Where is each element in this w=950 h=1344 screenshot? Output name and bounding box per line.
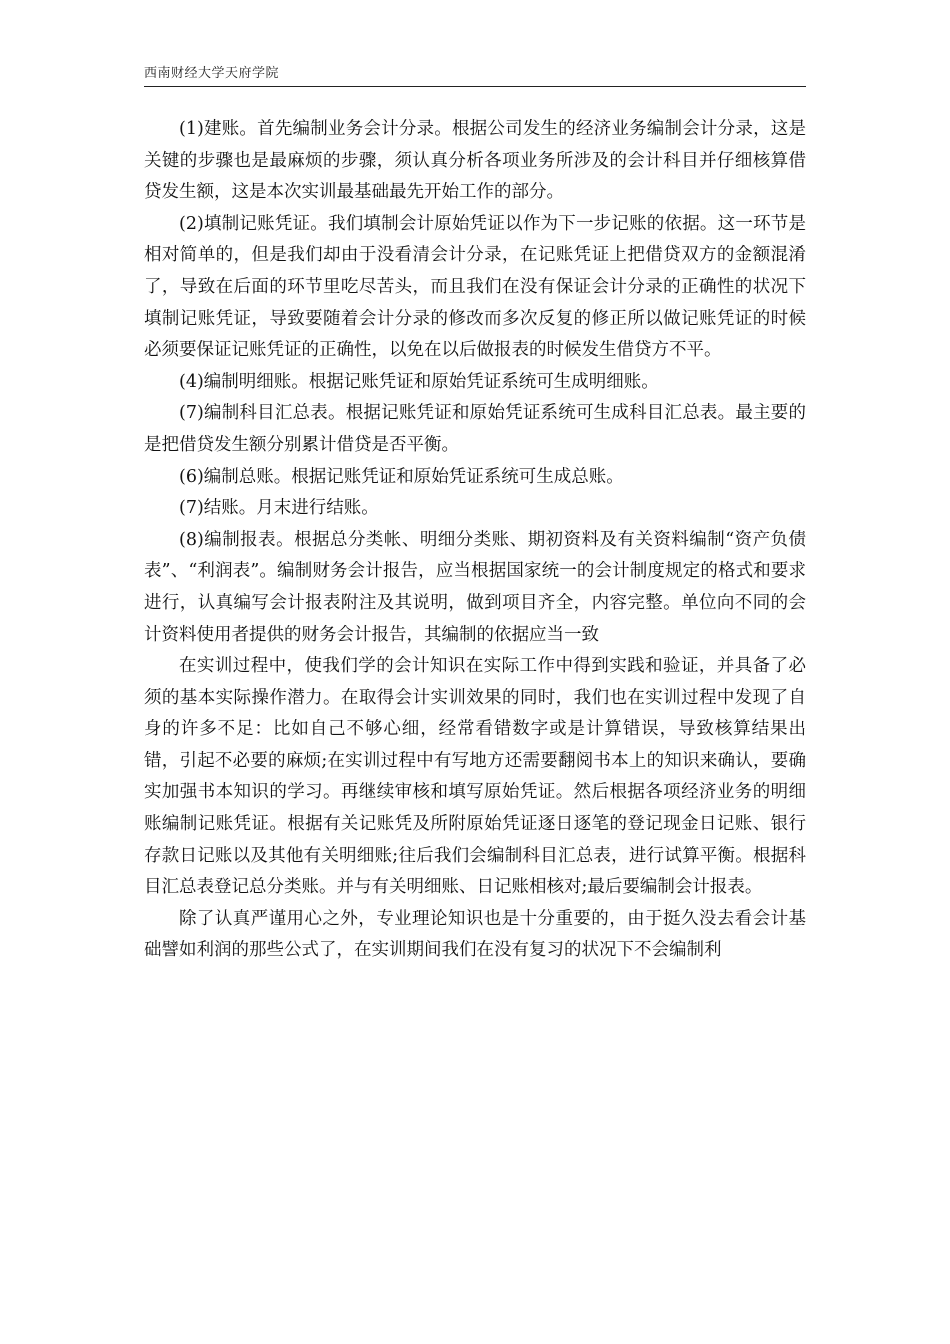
paragraph-step-7-closing: (7)结账。月末进行结账。	[179, 498, 379, 519]
paragraph-step-7-summary-table: (7)编制科目汇总表。根据记账凭证和原始凭证系统可生成科目汇总表。最主要的是把借贷发生额分别累计借贷是否平衡。	[144, 403, 806, 455]
paragraph-theory-knowledge: 除了认真严谨用心之外，专业理论知识也是十分重要的，由于挺久没去看会计基础譬如利润的那些公式了，在实训期间我们在没有复习的状况下不会编制利	[144, 908, 806, 961]
document-body	[144, 114, 806, 967]
paragraph-step-4-detail-ledger: (4)编制明细账。根据记账凭证和原始凭证系统可生成明细账。	[179, 371, 659, 392]
paragraph-step-2-vouchers: (2)填制记账凭证。我们填制会计原始凭证以作为下一步记账的依据。这一环节是相对简单的，但是我们却由于没看清会计分录，在记账凭证上把借贷双方的金额混淆了，导致在后面的环节里吃尽苦头，而且我们在没有保证会计分录的正确性的状况下填制记账凭证，导致要随着会计分录的修改而多次反复的修正所以做记账凭证的时候必须要保证记账凭证的正确性，以免在以后做报表的时候发生借贷方不平。	[144, 213, 806, 361]
paragraph-step-1-setup-accounts: (1)建账。首先编制业务会计分录。根据公司发生的经济业务编制会计分录，这是关键的步骤也是最麻烦的步骤，须认真分析各项业务所涉及的会计科目并仔细核算借贷发生额，这是本次实训最基础最先开始工作的部分。	[144, 119, 806, 203]
paragraph-step-6-general-ledger: (6)编制总账。根据记账凭证和原始凭证系统可生成总账。	[179, 466, 624, 487]
paragraph-step-8-reports: (8)编制报表。根据总分类帐、明细分类账、期初资料及有关资料编制“资产负债表”、“利润表”。编制财务会计报告，应当根据国家统一的会计制度规定的格式和要求进行，认真编写会计报表附注及其说明，做到项目齐全，内容完整。单位向不同的会计资料使用者提供的财务会计报告，其编制的依据应当一致	[144, 529, 806, 645]
page-header	[144, 64, 806, 87]
paragraph-training-reflection: 在实训过程中，使我们学的会计知识在实际工作中得到实践和验证，并具备了必须的基本实际操作潜力。在取得会计实训效果的同时，我们也在实训过程中发现了自身的许多不足：比如自己不够心细，经常看错数字或是计算错误，导致核算结果出错，引起不必要的麻烦;在实训过程中有写地方还需要翻阅书本上的知识来确认，要确实加强书本知识的学习。再继续审核和填写原始凭证。然后根据各项经济业务的明细账编制记账凭证。根据有关记账凭及所附原始凭证逐日逐笔的登记现金日记账、银行存款日记账以及其他有关明细账;往后我们会编制科目汇总表，进行试算平衡。根据科目汇总表登记总分类账。并与有关明细账、日记账相核对;最后要编制会计报表。	[144, 656, 806, 898]
header-institution-name: 西南财经大学天府学院	[144, 66, 280, 81]
